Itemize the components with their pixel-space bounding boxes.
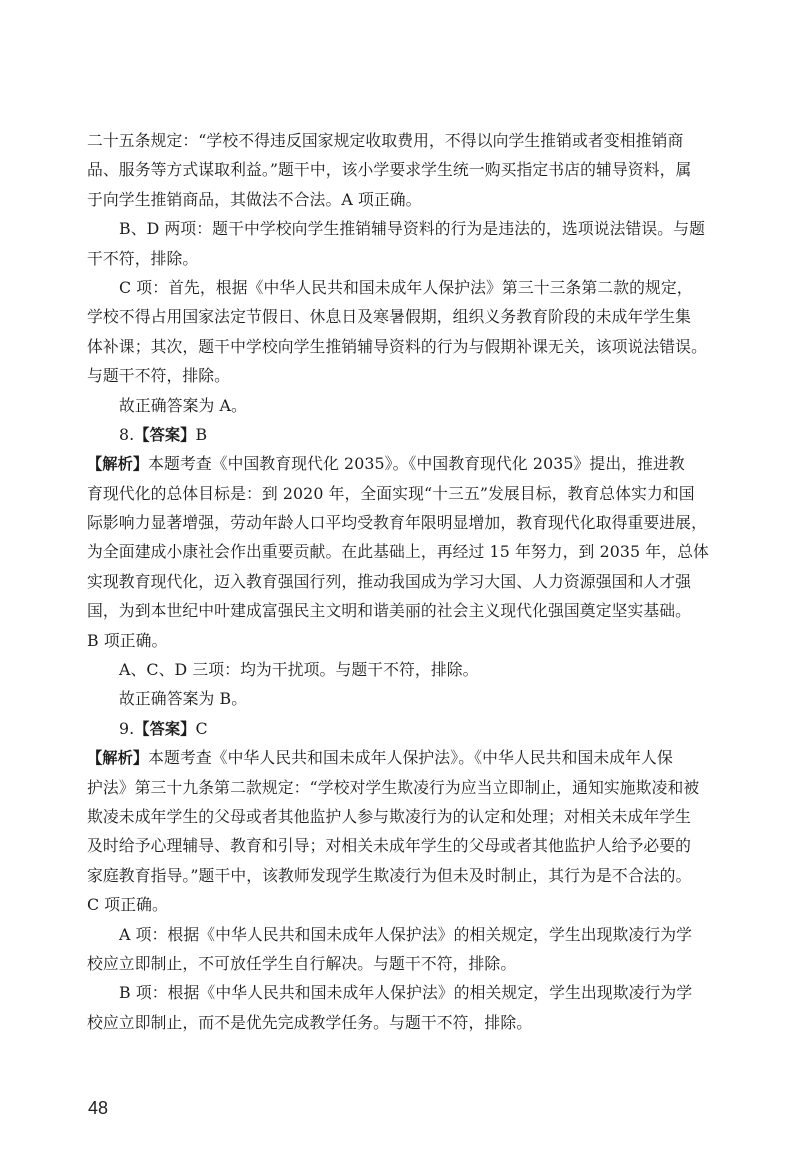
text-line [87,479,727,508]
text-line [87,596,727,625]
line-text: 二十五条规定：“学校不得违反国家规定收取费用，不得以向学生推销或者变相推销商 [87,131,684,150]
text-line [87,244,727,273]
line-text-after: B [195,424,208,444]
line-text: 国，为到本世纪中叶建成富强民主文明和谐美丽的社会主义现代化强国奠定坚实基础。 [87,601,692,621]
text-line [87,155,727,184]
line-text: 际影响力显著增强，劳动年龄人口平均受教育年限明显增加，教育现代化取得重要进展， [87,513,707,533]
text-line [87,185,727,214]
line-text: B 项正确。 [87,630,168,650]
line-text: A、C、D 三项：均为干扰项。与题干不符，排除。 [119,660,479,680]
text-line [87,391,727,420]
page-number: 48 [88,1098,109,1118]
answer-label: 【解析】 [87,749,149,768]
page-body [87,126,727,1037]
text-line [87,714,727,743]
text-line [87,1008,727,1037]
text-line [87,508,727,537]
text-line [87,449,727,478]
text-line [87,655,727,684]
line-text-after: 本题考查《中华人民共和国未成年人保护法》。《中华人民共和国未成年人保 [148,748,673,768]
text-line [87,743,727,772]
line-text: 为全面建成小康社会作出重要贡献。在此基础上，再经过 15 年努力，到 2035 年，总体 [87,542,709,562]
text-line [87,773,727,802]
line-text: 护法》第三十九条第二款规定：“学校对学生欺凌行为应当立即制止，通知实施欺凌和被 [87,777,700,797]
text-line [87,890,727,919]
text-line [87,684,727,713]
text-line [87,332,727,361]
line-text: 学校不得占用国家法定节假日、休息日及寒暑假期，组织义务教育阶段的未成年学生集 [87,307,692,327]
line-text: 欺凌未成年学生的父母或者其他监护人参与欺凌行为的认定和处理；对相关未成年学生 [87,806,692,826]
text-line [87,949,727,978]
answer-label: 【答案】 [134,719,196,738]
line-text-after: 本题考查《中国教育现代化 2035》。《中国教育现代化 2035》提出，推进教 [148,454,685,474]
line-text: 与题干不符，排除。 [87,366,231,386]
line-text: 9. [119,718,135,738]
line-text: 家庭教育指导。”题干中，该教师发现学生欺凌行为但未及时制止，其行为是不合法的。 [87,865,692,885]
text-line [87,214,727,243]
line-text-after: C [195,718,208,738]
answer-label: 【答案】 [134,425,196,444]
line-text: 育现代化的总体目标是：到 2020 年，全面实现“十三五”发展目标，教育总体实力和国 [87,483,695,503]
line-text: 故正确答案为 B。 [119,689,248,709]
text-line [87,126,727,155]
text-line [87,273,727,302]
line-text: 故正确答案为 A。 [119,395,247,415]
text-line [87,861,727,890]
line-text: B 项：根据《中华人民共和国未成年人保护法》的相关规定，学生出现欺凌行为学 [119,983,693,1003]
text-line [87,802,727,831]
line-text: C 项正确。 [87,895,168,915]
line-text: 体补课；其次，题干中学校向学生推销辅导资料的行为与假期补课无关，该项说法错误。 [87,336,707,356]
text-line [87,626,727,655]
line-text: 品、服务等方式谋取利益。”题干中，该小学要求学生统一购买指定书店的辅导资料，属 [87,160,692,180]
text-line [87,537,727,566]
line-text: 8. [119,424,135,444]
line-text: 于向学生推销商品，其做法不合法。A 项正确。 [87,189,422,209]
line-text: 及时给予心理辅导、教育和引导；对相关未成年学生的父母或者其他监护人给予必要的 [87,836,692,856]
line-text: B、D 两项：题干中学校向学生推销辅导资料的行为是违法的，选项说法错误。与题 [119,219,705,239]
line-text: 实现教育现代化，迈入教育强国行列，推动我国成为学习大国、人力资源强国和人才强 [87,571,692,591]
line-text: 干不符，排除。 [87,248,199,268]
text-line [87,302,727,331]
answer-label: 【解析】 [87,455,149,474]
text-line [87,420,727,449]
text-line [87,920,727,949]
line-text: 校应立即制止，不可放任学生自行解决。与题干不符，排除。 [87,953,517,973]
line-text: A 项：根据《中华人民共和国未成年人保护法》的相关规定，学生出现欺凌行为学 [119,924,693,944]
text-line [87,978,727,1007]
line-text: 校应立即制止，而不是优先完成教学任务。与题干不符，排除。 [87,1012,533,1032]
line-text: C 项：首先，根据《中华人民共和国未成年人保护法》第三十三条第二款的规定， [119,277,693,297]
text-line [87,567,727,596]
text-line [87,361,727,390]
text-line [87,831,727,860]
